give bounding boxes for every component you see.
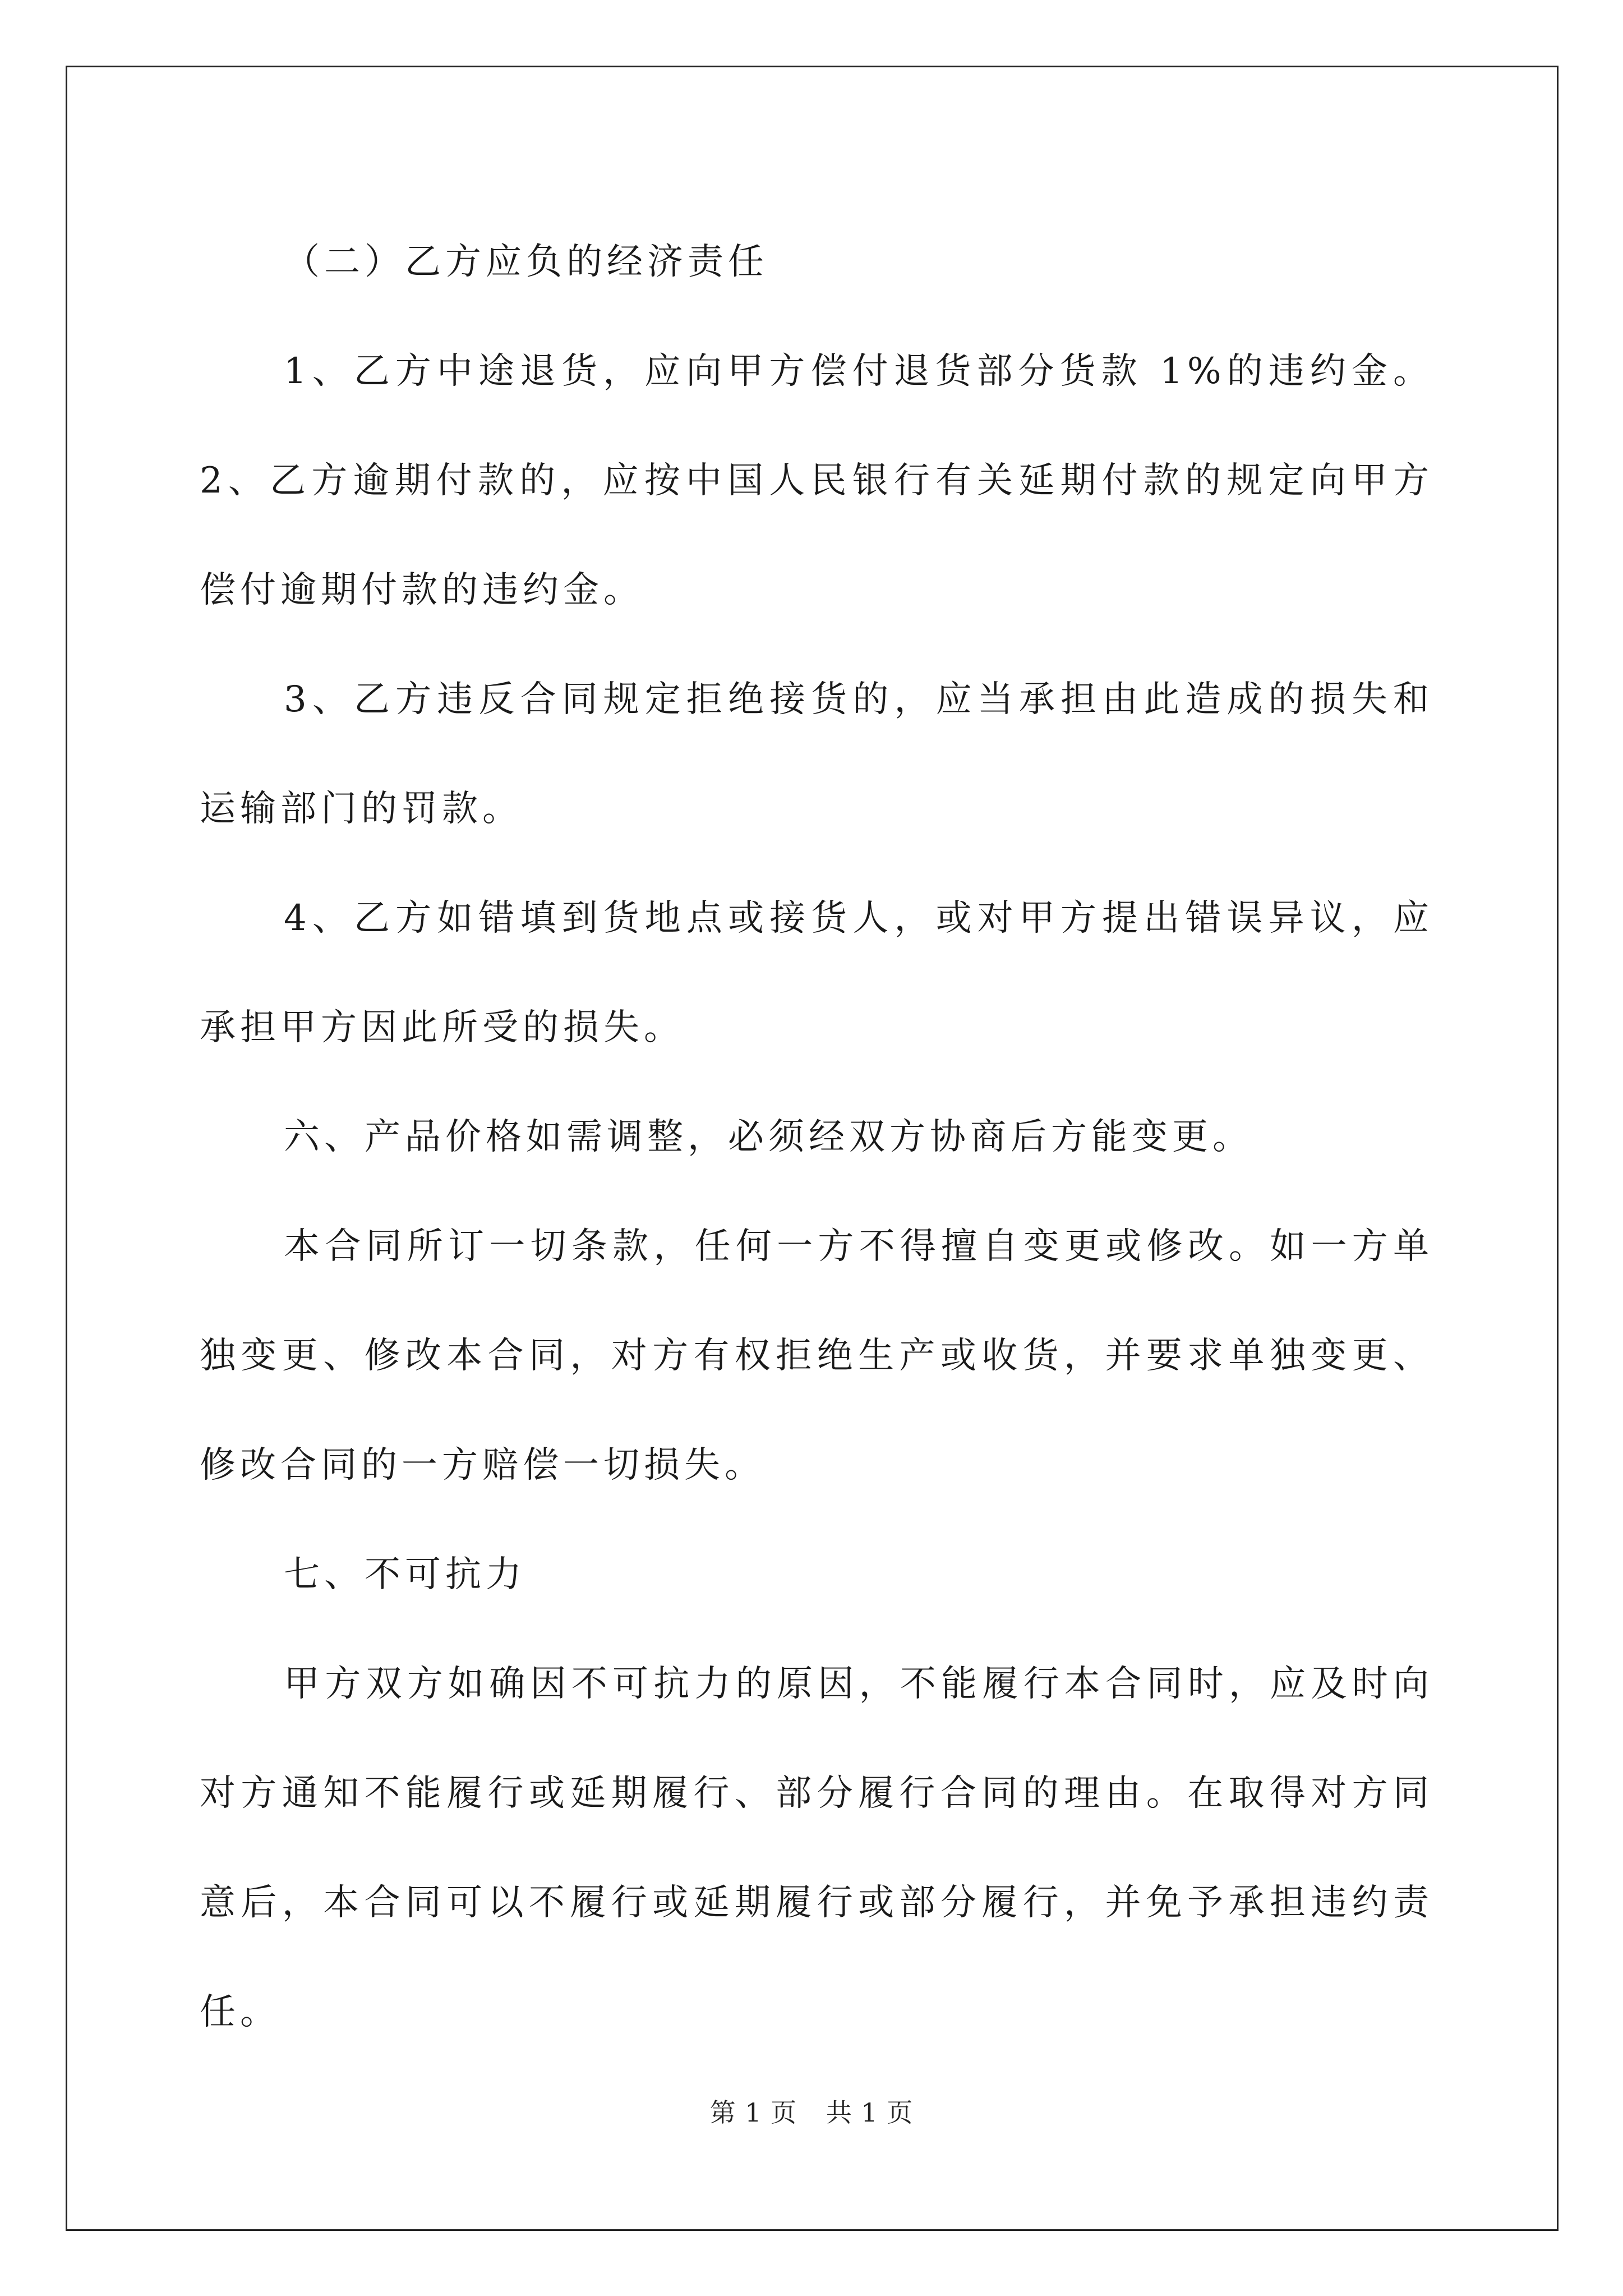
document-body	[200, 208, 1433, 2067]
section-heading-force-majeure: 七、不可抗力	[284, 1554, 526, 1595]
paragraph-wrong-address: 4、乙方如错填到货地点或接货人，或对甲方提出错误异议，应承担甲方因此所受的损失。	[200, 898, 1433, 1048]
section-heading-party-b-liability: （二）乙方应负的经济责任	[284, 241, 768, 283]
paragraph-refuse-delivery: 3、乙方违反合同规定拒绝接货的，应当承担由此造成的损失和运输部门的罚款。	[200, 679, 1433, 830]
page-footer	[0, 2092, 1623, 2129]
paragraph-force-majeure: 甲方双方如确因不可抗力的原因，不能履行本合同时，应及时向对方通知不能履行或延期履行、部分履行合同的理由。在取得对方同意后，本合同可以不履行或延期履行或部分履行，并免予承担违约责任。	[200, 1663, 1433, 2033]
page-number: 第 1 页	[709, 2097, 797, 2128]
paragraph-return-and-late-payment: 1、乙方中途退货，应向甲方偿付退货部分货款 1%的违约金。 2、乙方逾期付款的，应按中国人民银行有关延期付款的规定向甲方偿付逾期付款的违约金。	[200, 351, 1433, 611]
page-total: 共 1 页	[826, 2097, 914, 2128]
section-price-adjustment: 六、产品价格如需调整，必须经双方协商后方能变更。	[284, 1116, 1253, 1158]
paragraph-contract-changes: 本合同所订一切条款，任何一方不得擅自变更或修改。如一方单独变更、修改本合同，对方有权拒绝生产或收货，并要求单独变更、修改合同的一方赔偿一切损失。	[200, 1226, 1433, 1486]
